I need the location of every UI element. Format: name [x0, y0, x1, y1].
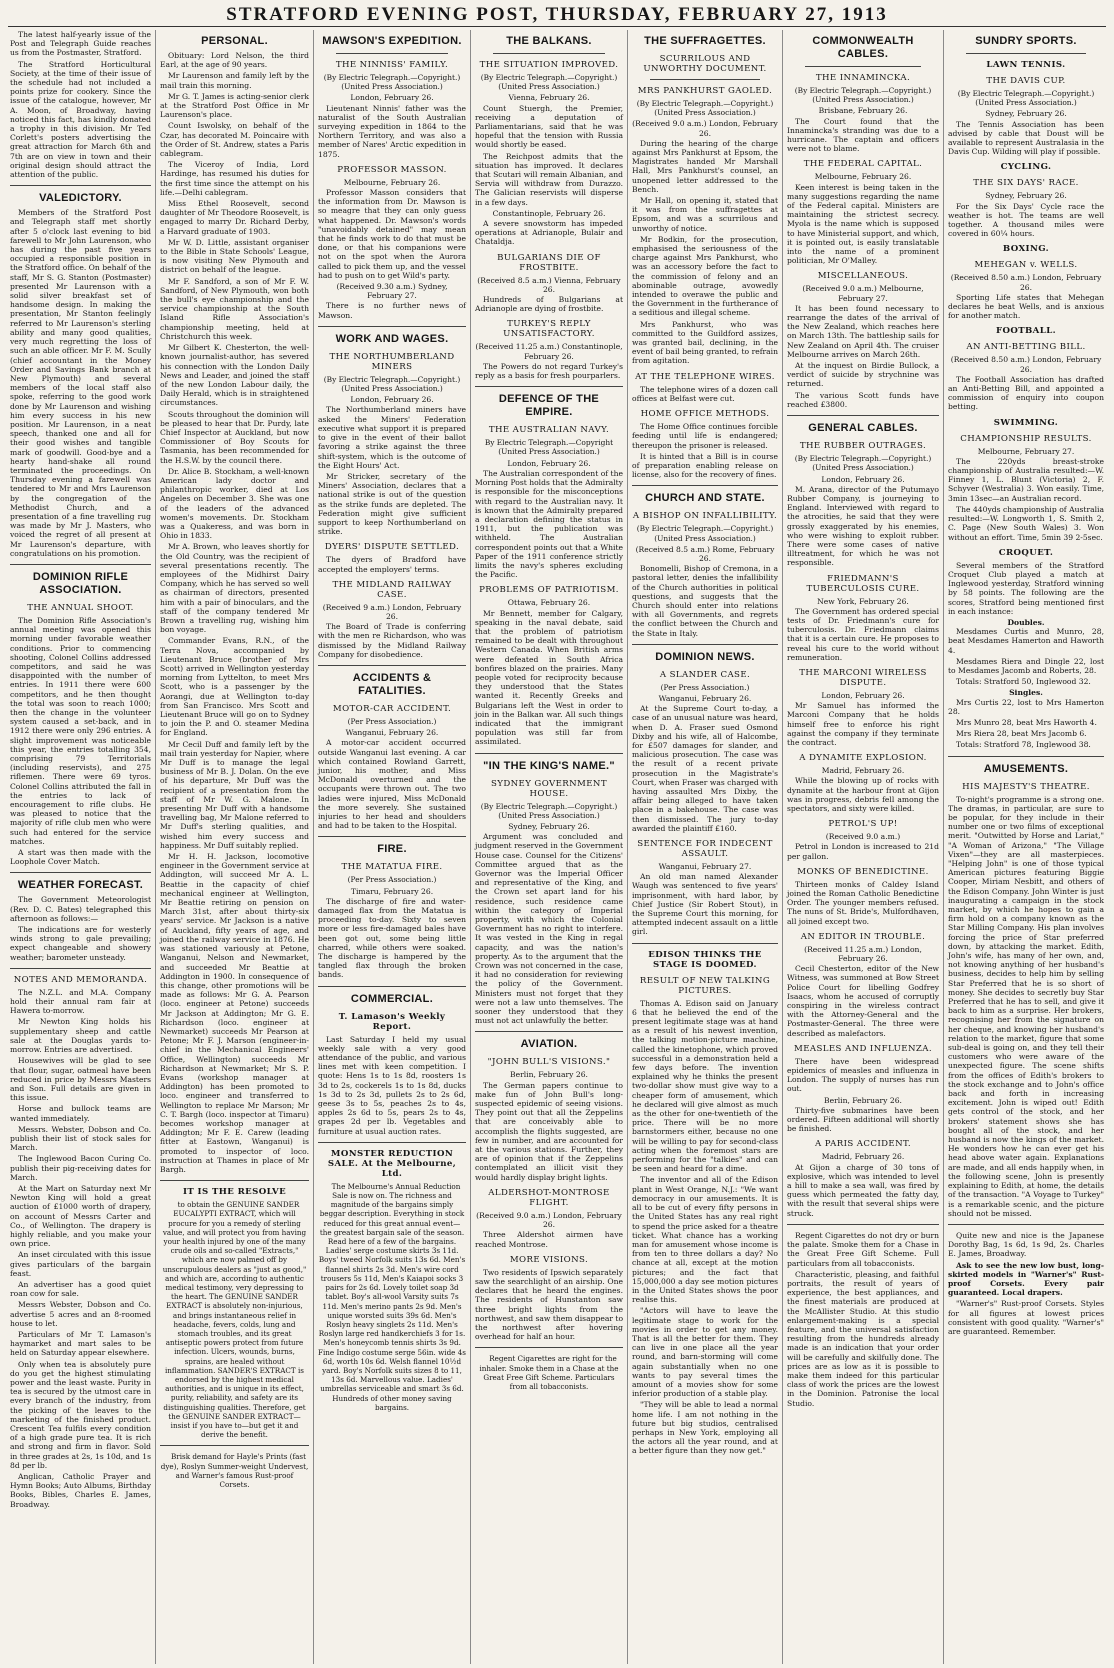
paragraph: The dyers of Bradford have accepted the employers' terms.	[318, 555, 466, 574]
section-heading: COMMONWEALTH CABLES.	[812, 35, 914, 60]
paragraph: At the Supreme Court to-day, a case of an unusual nature was heard, when D. A. Fraser sued Osmond Dixby and his wife, all of Halcombe, for £507 damages for slander, and malicious prosecution. The case was the result of a recent private prosecution in the Magistrate's Court, when Fraser was charged with having assaulted Mrs Dixby, the affair being alleged to have taken place in a bakehouse. The case was then dismissed. The jury to-day awarded the plaintiff £160.	[632, 704, 778, 833]
paragraph: Only when tea is absolutely pure do you get the highest stimulating power and the least waste. Purity in tea is secured by the utmost care in every branch of the industry, from the picking of the leaves to the marketing of the finished product. Crescent Tea fulfils every condition of a high grade pure tea. It is rich and strong and firm in flavor. Sold in three grades at 2s, 1s 10d, and 1s 8d per lb.	[10, 1359, 151, 1470]
paragraph: While the blowing up of rocks with dynamite at the harbour front at Gijon was in progress, debris fell among the spectators, and sixty were killed.	[787, 776, 939, 813]
paragraph: Obituary: Lord Nelson, the third Earl, at the age of 90 years.	[160, 51, 309, 70]
dateline: Sydney, February 26.	[985, 191, 1067, 201]
paragraph: Professor Masson considers that the information from Dr. Mawson is so meagre that they can only guess what happened. Dr. Mawson's words "unavoidably detained" may mean that he finds work to do that must be done, or that his companions were not on the spot when the Aurora called to pick them up, and the vessel had to push on to get Wild's party.	[318, 188, 466, 280]
paragraph: The N.Z.L. and M.A. Company hold their annual ram fair at Hawera to-morrow.	[10, 987, 151, 1016]
divider	[805, 66, 921, 67]
sub-heading: SWIMMING.	[993, 417, 1059, 428]
source-line: (By Electric Telegraph.—Copyright.) (United Press Association.)	[794, 454, 932, 473]
sub-heading: THE MATATUA FIRE.	[341, 862, 443, 873]
sub-heading: AN EDITOR IN TROUBLE.	[800, 931, 926, 942]
paragraph: Mr A. Brown, who leaves shortly for the Old Country, was the recipient of several presentations recently. The employees of the Midhirst Dairy Company, which he has served so well as chairman of directors, presented him with a pair of binoculars, and the staff of the company tendered Mr Brown a travelling rug, wishing him bon voyage.	[160, 542, 309, 635]
column-7	[944, 30, 1108, 1664]
section-heading: MAWSON'S EXPEDITION.	[322, 35, 462, 47]
section-heading: DOMINION NEWS.	[655, 650, 755, 663]
sub-heading: A DYNAMITE EXPLOSION.	[799, 753, 927, 764]
source-line: (By Electric Telegraph.—Copyright.) (United Press Association.)	[480, 801, 618, 820]
sub-heading: PROBLEMS OF PATRIOTISM.	[479, 585, 619, 596]
paragraph: Particulars of Mr T. Lamason's haymarket and mart sales to be held on Saturday appear elsewhere.	[10, 1329, 151, 1358]
sub-heading: THE NINNISS' FAMILY.	[335, 60, 449, 70]
sub-heading: THE ANNUAL SHOOT.	[27, 602, 134, 613]
paragraph: Scouts throughout the dominion will be pleased to hear that Dr. Purdy, late Chief Inspector at Auckland, but now Commissioner of Boy Scouts for Tasmania, has been recommended for the H.S.W. by the council there.	[160, 409, 309, 465]
column-5	[628, 30, 783, 1664]
dateline: (Received 8.5 a.m.) Vienna, February 26.	[477, 275, 621, 294]
paragraph: There is no further news of Mawson.	[318, 301, 466, 320]
paragraph: Mr Gilbert K. Chesterton, the well-known journalist-author, has severed his connection with the London Daily News and Leader, and joined the staff of the new London Labour daily, the Daily Herald, which is in straightened circumstances.	[160, 343, 309, 408]
sub-heading: BOXING.	[1002, 244, 1050, 255]
source-line: (Per Press Association.)	[660, 682, 750, 692]
paragraph: The discharge of fire and water-damaged flax from the Matatua is proceeding to-day. Sixty to seven more or less fire-damaged bales have been got out, some being little charred, while others were soaked. The discharge is hampered by the tangled flax through the broken bands.	[318, 896, 466, 980]
paragraph: The Government has ordered special tests of Dr. Friedmann's cure for tuberculosis. Dr. Friedmann claims that it is a certain cure. He proposes to reveal his cure to the world without remuneration.	[787, 606, 939, 662]
sub-heading: SCURRILOUS AND UNWORTHY DOCUMENT.	[643, 54, 767, 74]
advert-heading: IT IS THE RESOLVE	[182, 1187, 287, 1198]
source-line: (By Electric Telegraph.—Copyright.) (United Press Association.)	[480, 73, 618, 92]
sub-heading: THE FEDERAL CAPITAL.	[803, 159, 923, 170]
dateline: Vienna, February 26.	[508, 93, 590, 103]
source-line: (Per Press Association.)	[347, 875, 437, 885]
dateline: Sydney, February 26.	[508, 821, 590, 831]
dateline: Melbourne, February 26.	[814, 172, 912, 182]
divider	[948, 1224, 1104, 1225]
divider	[966, 53, 1086, 54]
dateline: Brisbane, February 26.	[818, 106, 908, 116]
result-line: Mesdames Riera and Dingle 22, lost to Mesdames Jacomb and Roberts, 28.	[948, 656, 1104, 675]
sub-heading: A BISHOP ON INFALLIBILITY.	[632, 511, 778, 522]
results-label: Doubles.	[1007, 617, 1045, 627]
sub-heading: A PARIS ACCIDENT.	[814, 1139, 912, 1150]
section-heading: CHURCH AND STATE.	[645, 492, 765, 505]
dateline: (Received 11.25 a.m.) Constantinople, February 26.	[475, 342, 623, 361]
section-heading: VALEDICTORY.	[39, 192, 122, 205]
paragraph: Dr. Alice B. Stockham, a well-known American lady doctor and philanthropic worker, died at Los Angeles on December 3. She was one of the leaders of the advanced women's movements. Dr. Stockham was a Quakeress, and was born in Ohio in 1833.	[160, 466, 309, 541]
column-2	[156, 30, 314, 1664]
dateline: (Received 9.30 a.m.) Sydney, February 27.	[336, 282, 448, 301]
paragraph: M. Arana, director of the Putumayo Rubber Company, is journeying to England. Interviewed with regard to the atrocities, he said that they were grossly exaggerated by his enemies, who were wishing to exploit rubber. There were some cases of native illtreatment, for which he was not responsible.	[787, 484, 939, 568]
sub-heading: A SLANDER CASE.	[659, 669, 751, 680]
column-6	[783, 30, 944, 1664]
dateline: Melbourne, February 26.	[343, 177, 441, 187]
sub-heading: FOOTBALL.	[995, 326, 1057, 337]
paragraph: Sporting Life states that Mehegan declares he beat Wells, and is anxious for another match.	[948, 292, 1104, 321]
paragraph: Mr Laurenson and family left by the mail train this morning.	[160, 71, 309, 90]
masthead-rule	[8, 26, 1106, 27]
divider	[10, 872, 151, 873]
paragraph: Mr W. D. Little, assistant organiser to the Bible in State Schools' League, is now visiting New Plymouth and district on behalf of the league.	[160, 237, 309, 275]
divider	[632, 644, 778, 645]
source-line: (Per Press Association.)	[347, 716, 437, 726]
paragraph: An old man named Alexander Waugh was sentenced to five years' imprisonment, with hard labor, by Chief Justice (Sir Robert Stout), in the Supreme Court this morning, for attempted indecent assault on a little girl.	[632, 872, 778, 937]
advert-text: The Melbourne's Annual Reduction Sale is now on. The richness and magnitude of the bargains simply beggar description. Everything in stock reduced for this great annual event—the greatest bargain sale of the season. Read here of a few of the bargains. Ladies' serge costume skirts 3s 11d. Boys' tweed Norfolk suits 13s 6d. Men's flannel shirts 2s 3d. Men's wire cord trousers 5s 11d, Men's Kaiapoi socks 3 pairs for 2s 6d. Lovely toilet soap 3d tablet. Boy's all-wool Varsity suits 7s 11d. Men's merino pants 2s 9d. Men's unique worsted suits 39s 6d. Men's Roslyn heavy singlets 2s 11d. Men's Roslyn large red handkerchiefs 3 for 1s. Men's honeycomb tennis shirts 3s 9d. Fine Indigo costume serge 56in. wide 4s 6d, worth 10s 6d. Welsh flannel 10½d yard. Boy's Norfolk suits sizes 8 to 11, 13s 6d. Marvellous value. Ladies' umbrellas serviceable and smart 3s 6d. Hundreds of other money saving bargains.	[318, 1181, 466, 1412]
paragraph: The Football Association has drafted an Anti-Betting Bill, and appointed a commission of enquiry into coupon betting.	[948, 374, 1104, 412]
column-1	[6, 30, 156, 1664]
sub-heading: DYERS' DISPUTE SETTLED.	[324, 542, 460, 553]
paragraph: There have been widespread epidemics of measles and influenza in London. The supply of nurses has run out.	[787, 1056, 939, 1094]
dateline: Wanganui, February 26.	[658, 693, 752, 703]
dateline: Timaru, February 26.	[350, 886, 434, 896]
advert-text: Regent Cigarettes are right for the inhaler. Smoke them in a Chase at the Great Free Gift Scheme. Particulars from all tobacconists.	[479, 1354, 619, 1391]
paragraph: Two residents of Ipswich separately saw the searchlight of an airship. One declares that he heard the engines. The residents of Hunstanton saw three bright lights from the northwest, and saw them disappear to the northwest after hovering overhead for half an hour.	[475, 1267, 624, 1342]
sub-heading: HOME OFFICE METHODS.	[640, 409, 770, 420]
sub-heading: MONKS OF BENEDICTINE.	[797, 866, 929, 877]
sub-heading: LAWN TENNIS.	[986, 60, 1066, 70]
dateline: (Received 9.0 a.m.) London, February 26.	[632, 119, 778, 138]
advert-text: "Warner's" Rust-proof Corsets. Styles for all figures at lowest prices consistent with good quality. "Warner's" are guaranteed. Remember.	[948, 1299, 1104, 1336]
dateline: Constantinople, February 26.	[492, 208, 606, 218]
result-line: Totals: Stratford 50, Inglewood 32.	[956, 677, 1091, 687]
section-heading: FIRE.	[377, 843, 407, 856]
sub-heading: CROQUET.	[998, 547, 1054, 558]
paragraph: Thomas A. Edison said on January 6 that he believed the end of the present legitimate stage was at hand as a result of his newest invention, the talking motion-picture machine, called the kinetophone, which proved successful in a demonstration held a few days before. The invention explained why he thinks the present two-dollar show must give way to a cheaper form of amusement, which he declared will give almost as much as the other for one-twentieth of the price. There will be no more barnstormers either, because no one will be willing to pay for second-class acting when the foremost stars are performing for the "talkies" and can be seen and heard for a dime.	[632, 998, 778, 1174]
sub-heading: MEHEGAN v. WELLS.	[974, 260, 1078, 271]
paragraph: Anglican, Catholic Prayer and Hymn Books; Auto Albums, Birthday Books, Bibles, Charles E. James, Broadway.	[10, 1472, 151, 1509]
column-3	[314, 30, 471, 1664]
paragraph: The Court found that the Innamincka's stranding was due to a hurricane. The captain and officers were not to blame.	[787, 116, 939, 154]
paragraph: Mrs Pankhurst, who was committed to the Guildford assizes, was granted bail, declining, in the event of bail being granted, to refrain from agitation.	[632, 319, 778, 366]
paragraph: Mr Newton King holds his supplementary sheep and cattle sale at the Douglas yards to-morrow. Entries are advertised.	[10, 1017, 151, 1055]
divider	[336, 53, 448, 54]
paragraph: Mr Samuel has informed the Marconi Company that he holds himself free to enforce his right against the company if they terminate the contract.	[787, 701, 939, 747]
sub-heading: THE AUSTRALIAN NAVY.	[488, 425, 610, 436]
paragraph: Mr Cecil Duff and family left by the mail train yesterday for Napier, where Mr Duff is to manage the legal business of Mr B. J. Dolan. On the eve of his departure, Mr Duff was the recipient of a presentation from the staff of Mr W. G. Malone. In presenting Mr Duff with a handsome travelling bag, Mr Malone referred to Mr Duff's sterling qualities, and wished him every success and happiness. Mr Duff suitably replied.	[160, 739, 309, 850]
source-line: (By Electric Telegraph.—Copyright.) (United Press Association.)	[323, 73, 461, 92]
paragraph: The Tennis Association has been advised by cable that Doust will be available to represent Australasia in the Davis Cup. Wilding will play if possible.	[948, 119, 1104, 157]
source-line: By Electric Telegraph.—Copyright (United Press Association.)	[484, 438, 614, 457]
divider	[318, 1142, 466, 1143]
paragraph: Mr Stricker, secretary of the Miners' Association, declares that a national strike is out of the question as the strike funds are depleted. The Federation might give sufficient support to keep Northumberland on strike.	[318, 471, 466, 537]
paragraph: Mr F. Sandford, a son of Mr F. W. Sandford, of New Plymouth, won both the bull's eye championship and the service championship at the South Island Rifle Association's championship meeting, held at Christchurch this week.	[160, 276, 309, 341]
paragraph: To-night's programme is a strong one. The dramas, in particular, are sure to be popular, for they include in their number one or two films of exceptional merit. "Outwitted by Horse and Lariat," "A Woman of Arizona," "The Village Vixen"—they are all masterpieces. "Helping John" is one of those typical American pictures featuring Biggie Cooper, Miriam Nesbitt, and others of the Edison Company. John Winter is just inaugurating a campaign in the stock market, by which he hopes to gain a firm hold on a company known as the Star Milling Company. His plan involves forcing the price of Star preferred down, by attacking the market. Edith, John's wife, has many of her own, and, not knowing anything of her husband's business, decides to help him by selling Star Preferred that he is so short of money. She decides to secretly buy Star Preferred that he has to sell, and give it back to him as a surprise. Her brokers, recognising her from the signature on her cheque, and knowing her husband's relation to the market, figure that some sub-deal is going on, and they tell their customers who were aware of the unexpected figure. The scene shifts from the offices of Edith's brokers to the stock exchange and to John's office back and forth in increasing excitement. John is wiped out! Edith gets control of the stock, and her brokers' statement shows she has bought all of the stock, and her husband is now the kings of the market. He wonders how he can ever get his head above water again. Explanations are made, and all ends happily when, in the following scene, John is presently explaining to Edith, at home, the details of the transaction. "A Voyage to Turkey" is a remarkable scenic, and the picture should not be missed.	[948, 794, 1104, 1218]
section-heading: AMUSEMENTS.	[983, 762, 1069, 775]
page-columns	[6, 30, 1108, 1664]
paragraph: Mr Bodkin, for the prosecution, emphasised the seriousness of the charge against Mrs Pankhurst, who was an accessory before the fact to the commission of felony and an abominable outrage, avowedly intended to overawe the public and the Government in the furtherance of a seditious and illegal scheme.	[632, 234, 778, 318]
divider	[10, 185, 151, 186]
paragraph: The Government Meteorologist (Rev. D. C. Bates) telegraphed this afternoon as follows:—	[10, 895, 151, 923]
paragraph: The telephone wires of a dozen call offices at Belfast were cut.	[632, 384, 778, 403]
dateline: London, February 26.	[507, 458, 591, 468]
dateline: London, February 26.	[821, 690, 905, 700]
sub-heading: MRS PANKHURST GAOLED.	[637, 86, 773, 96]
paragraph: It has been found necessary to rearrange the dates of the arrival of the New Zealand, which reaches here on March 13th. The battleship sails for New Zealand on April 4th. The cruiser Melbourne arrives on March 26th.	[787, 303, 939, 359]
divider	[475, 386, 623, 387]
source-line: (By Electric Telegraph.—Copyright.) (United Press Association.)	[794, 86, 932, 105]
section-heading: COMMERCIAL.	[350, 992, 434, 1005]
paragraph: A motor-car accident occurred outside Wanganui last evening. A car which contained Rowland Garrett, junior, his mother, and Miss McDonald overturned and the occupants were thrown out. The two ladies were injured, Miss McDonald the more severely. She sustained injuries to her head and shoulders and had to be taken to the Hospital.	[318, 738, 466, 831]
paragraph: Lieutenant Ninnis' father was the naturalist of the South Australian surveying expedition in 1864 to the Northern Territory, and was also a member of Nares' Arctic expedition in 1875.	[318, 103, 466, 159]
paragraph: It is hinted that a Bill is in course of preparation enabling release on license, also for the recovery of fines.	[632, 451, 778, 480]
advert-text: Brisk demand for Hayle's Prints (fast dye), Roslyn Summer-weight Undervest, and Warner's famous Rust-proof Corsets.	[160, 1452, 309, 1490]
paragraph: Commander Evans, R.N., of the Terra Nova, accompanied by Lieutenant Bruce (brother of Mrs Scott) arrived in Wellington yesterday morning from Lyttelton, to meet Mrs Scott, who is a passenger by the Aorangi, due at Wellington to-day from San Francisco. Mrs Scott and Lieutenant Bruce will go on to Sydney to join the P. and O. steamer Medina for England.	[160, 636, 309, 738]
dateline: Berlin, February 26.	[510, 1070, 588, 1080]
dateline: (Received 9.0 a.m.) London, February 26.	[476, 1210, 622, 1230]
sub-heading: SYDNEY GOVERNMENT HOUSE.	[490, 778, 607, 799]
advert-text: to obtain the GENUINE SANDER EUCALYPTI EXTRACT, which will procure for you a remedy of sterling value, and will protect you from having your health injured by one of the many crude oils and so-called "Extracts," which are now palmed off by unscrupulous dealers as "just as good," and which are, according to authentic medical testimony, very depressing to the heart. The GENUINE SANDER EXTRACT is absolutely non-injurious, and brings instantaneous relief in headache, fevers, colds, lung and stomach troubles, and its great antiseptic powers protect from future infection. Ulcers, wounds, burns, sprains, are healed without inflammation. SANDER'S EXTRACT is endorsed by the highest medical authorities, and is unique in its effect, purity, reliability, and safety are its distinguishing qualities. Therefore, get the GENUINE SANDER EXTRACT—insist if you have to—but get it and derive the benefit.	[162, 1200, 307, 1440]
divider	[318, 326, 466, 327]
section-heading: AVIATION.	[520, 1038, 578, 1051]
results-label: Singles.	[1009, 688, 1043, 698]
paragraph: At the Mart on Saturday next Mr Newton King will hold a great auction of £1000 worth of drapery, on account of Messrs Carter and Co., of Wellington. The drapery is highly reliable, and you make your own price.	[10, 1183, 151, 1249]
sub-heading: CYCLING.	[1000, 162, 1052, 173]
divider	[787, 415, 939, 416]
sub-heading: BULGARIANS DIE OF FROSTBITE.	[497, 252, 601, 273]
divider	[160, 1180, 309, 1181]
section-heading: DEFENCE OF THE EMPIRE.	[498, 393, 600, 419]
source-line: (By Electric Telegraph.—Copyright.) (United Press Association.)	[636, 99, 774, 118]
paragraph: The Home Office continues forcible feeding until life is endangered; thereupon the prisoner is released.	[632, 422, 778, 450]
paragraph: The Inglewood Bacon Curing Co. publish their pig-receiving dates for March.	[10, 1154, 151, 1182]
sub-heading: T. Lamason's Weekly Report.	[338, 1011, 446, 1032]
paragraph: The various Scott funds have reached £3800.	[787, 390, 939, 409]
sub-heading: THE MARCONI WIRELESS DISPUTE.	[799, 667, 927, 688]
sub-heading: HIS MAJESTY'S THEATRE.	[962, 781, 1090, 792]
paragraph: The German papers continue to make fun of John Bull's long-suspected epidemic of seeing visions. They point out that all the Zeppelins that are conceivably able to accomplish the flights suggested, are few in number, and are accounted for at the various stations. Further, they are of opinion that if the Zeppelins contemplated an illicit visit they would hardly display bright lights.	[475, 1080, 623, 1182]
paragraph: The latest half-yearly issue of the Post and Telegraph Guide reaches us from the Postmaster, Stratford.	[10, 30, 151, 58]
paragraph: Petrol in London is increased to 21d per gallon.	[787, 842, 939, 861]
advert-text: Regent Cigarettes do not dry or burn the palate. Smoke them for a Chase in the Great Free Gift Scheme. Full particulars from all tobacconists.	[787, 1230, 939, 1268]
divider	[10, 968, 151, 969]
section-heading: DOMINION RIFLE ASSOCIATION.	[32, 570, 129, 596]
sub-heading: TURKEY'S REPLY UNSATISFACTORY.	[503, 319, 595, 340]
paragraph: A start was then made with the Loophole Cover Match.	[10, 848, 151, 867]
divider	[650, 79, 760, 80]
sub-heading: THE SITUATION IMPROVED.	[479, 60, 619, 70]
divider	[787, 1224, 939, 1225]
paragraph: The Reichpost admits that the situation has improved. It declares that Scutari will remain Albanian, and Servia will withdraw from Durazzo. The Galician reservists will disperse in a few days.	[475, 151, 623, 207]
sub-heading: "JOHN BULL'S VISIONS."	[487, 1057, 611, 1068]
column-4	[471, 30, 628, 1664]
paragraph: The inventor and all of the Edison plant in West Orange, N.J.: "We want democracy in our amusements. It is all to be cut of every fifty persons in the United States has any real right to spend the price asked for a theatre ticket. What chance has a working man for amusement whose income is from ten to three dollars a day? No chance at all, except at the motion pictures; and the fact that 15,000,000 a day see motion pictures in the United States shows the poor realise this.	[632, 1175, 778, 1305]
dateline: (Received 9.0 a.m.)	[825, 832, 901, 842]
divider	[318, 836, 466, 837]
advert-text: Characteristic, pleasing, and faithful portraits, the result of years of experience, the best appliances, and the finest materials are produced at the McAllister Studio. At this studio enlargement-making is a special feature, and the universal satisfaction resulting from the hundreds already made is an indication that your order will be carefully and skilfully done. The prices are as low as it is possible to make them indeed for this particular class of work the prices are the lowest in the Dominion. Patronise the local Studio.	[787, 1269, 939, 1408]
section-heading: WEATHER FORECAST.	[17, 879, 144, 892]
divider	[475, 753, 623, 754]
sub-heading: THE RUBBER OUTRAGES.	[799, 441, 927, 452]
paragraph: The Powers do not regard Turkey's reply as a basis for fresh pourparlers.	[475, 361, 623, 381]
paragraph: Mr Hall, on opening it, stated that it was from the suffragettes at Epsom, and was a scurrilous and unworthy of notice.	[632, 196, 778, 233]
paragraph: Last Saturday I held my usual weekly sale with a very good attendance of the public, and various lines met with keen competition. I quote: Hens 1s to 1s 8d, roosters 1s 3d to 2s, cockerels 1s to 1s 8d, ducks 1s 3d to 2s 3d, pullets 2s to 2s 6d, geese 3s to 5s, peaches 2s to 4s, apples 2s 6d to 5s, pears 2s to 4s, grapes 2d per lb. Vegetables and furniture at usual auction rates.	[318, 1034, 466, 1136]
paragraph: A severe snowstorm has impeded operations at Adrianople, Bulair and Chataldja.	[475, 219, 623, 247]
paragraph: The Stratford Horticultural Society, at the time of their issue of the schedule had not included a points prize for cookery. Since the issue of the catalogue, however, Mr A. Moon, of Broadway, having noticed this fact, has kindly donated a trophy in this division. Mr Ted Corlett's posters advertising the great attraction for March 6th and 7th are on view in town and their original design should attract the attention of the public.	[10, 59, 151, 180]
sub-heading: AN ANTI-BETTING BILL.	[966, 342, 1086, 353]
sub-heading: MORE VISIONS.	[509, 1254, 589, 1265]
dateline: (Received 9 a.m.) London, February 26.	[322, 602, 462, 621]
advert-text: Quite new and nice is the Japanese Dorothy Bag, 1s 6d, 1s 9d, 2s. Charles E. James, Broadway.	[948, 1230, 1104, 1259]
dateline: Berlin, February 26.	[824, 1095, 902, 1105]
source-line: (By Electric Telegraph.—Copyright.) (United Press Association.)	[957, 89, 1095, 108]
sub-heading: MOTOR-CAR ACCIDENT.	[332, 703, 452, 714]
divider	[632, 943, 778, 944]
divider	[632, 485, 778, 486]
paragraph: The Board of Trade is conferring with the men re Richardson, who was dismissed by the Midland Railway Company for disobedience.	[318, 622, 466, 659]
paragraph: Mr H. H. Jackson, locomotive engineer in the Government service at Addington, will succeed Mr A. L. Beattie in the capacity of chief mechanical engineer at Wellington, Mr Beattie retiring on pension on March 31st, after about thirty-six years' service. Mr Jackson is a native of Auckland, fifty years of age, and joined the railway service in 1876. He was stationed variously at Petone, Wanganui, Nelson and Newmarket, and succeeded Mr Beattie at Addington in 1900. In consequence of this change, other promotions will be made as follows: Mr G. A. Pearson (loco. engineer at Petone) succeeds Mr Jackson at Addington; Mr G. E. Richardson (loco. engineer at Newmarket) succeeds Mr Pearson at Petone; Mr F. J. Marson (engineer-in-chief in the Mechanical Engineers' Office, Wellington) succeeds Mr Richardson at Newmarket; Mr S. P. Evans (workshop manager at Addington) has been promoted to loco. engineer and transferred to Wellington to replace Mr Marson; Mr C. T. Bargh (loco. inspector at Timaru) becomes workshop manager at Addington; Mr F. E. Carew (leading fitter at Eastown, Wanganui) is promoted to inspector of loco. instruction at Thames in place of Mr Bargh.	[160, 852, 309, 1174]
sub-heading: MEASLES AND INFLUENZA.	[794, 1043, 932, 1054]
section-heading: PERSONAL.	[201, 35, 268, 47]
advert-heading: MONSTER REDUCTION SALE. At the Melbourne, Ltd.	[327, 1148, 457, 1179]
sub-heading: ALDERSHOT-MONTROSE FLIGHT.	[488, 1187, 610, 1208]
paragraph: Three Aldershot airmen have reached Montrose.	[475, 1230, 623, 1249]
paragraph: Count Iswolsky, on behalf of the Czar, has decorated M. Poincaire with the Order of St. Andrew, states a Paris cablegram.	[160, 121, 309, 159]
paragraph: Count Stuergh, the Premier, receiving a deputation of Parliamentarians, said that he was hopeful that the tension with Russia would shortly be eased.	[475, 103, 623, 150]
sub-heading: PROFESSOR MASSON.	[337, 164, 447, 175]
advert-text: Ask to see the new low bust, long-skirted models in "Warner's" Rust-proof Corsets. Every pair guaranteed. Local drapers.	[948, 1260, 1104, 1298]
paragraph: During the hearing of the charge against Mrs Pankhurst at Epsom, the Magistrates handed Mr Marshall Hall, Mrs Pankhurst's counsel, an unopened letter addressed to the Bench.	[632, 138, 778, 194]
sub-heading: THE SIX DAYS' RACE.	[973, 178, 1079, 189]
paragraph: "They will be able to lead a normal home life. I am not nothing in the future but big studios, centralised perhaps in New York, employing all the actors all the year round, and at a better figure than they now get."	[632, 1400, 778, 1456]
dateline: Sydney, February 26.	[985, 109, 1067, 119]
dateline: London, February 26.	[350, 93, 434, 103]
dateline: London, February 26.	[350, 395, 434, 405]
paragraph: At Gijon a charge of 30 tons of explosive, which was intended to level a hill to make a sea wall, was fired by guess which permeated the fatty day, with the result that several ships were struck.	[787, 1162, 939, 1218]
divider	[318, 665, 466, 666]
sub-heading: THE INNAMINCKA.	[815, 73, 911, 83]
dateline: Madrid, February 26.	[821, 1152, 905, 1162]
paragraph: Messrs Webster, Dobson and Co. advertise 5 acres and an 8-roomed house to let.	[10, 1300, 151, 1328]
dateline: Ottawa, February 26.	[507, 598, 591, 608]
paragraph: Thirteen monks of Caldey Island joined the Roman Catholic Benedictine Order. The younger members refused. The nuns of St. Bride's, Mulfordhaven, all joined except two.	[787, 879, 939, 926]
result-line: Mrs Riera 28, beat Mrs Jacomb 6.	[956, 729, 1087, 739]
paragraph: The 220yds breast-stroke championship of Australia resulted:—W. Finney 1, L. Blunt (Victoria) 2, F. Schyver (Westralia) 3. Won easily. Time, 3min 13sec—an Australian record.	[948, 456, 1104, 503]
paragraph: Horse and bullock teams are wanted immediately.	[10, 1104, 151, 1123]
section-heading: SUNDRY SPORTS.	[975, 35, 1077, 47]
section-heading: ACCIDENTS & FATALITIES.	[352, 671, 432, 697]
sub-heading: CHAMPIONSHIP RESULTS.	[960, 433, 1092, 444]
source-line: (By Electric Telegraph.—Copyright.) (United Press Association.)	[636, 524, 774, 543]
paragraph: For the Six Days' Cycle race the weather is hot. The teams are well together. A thousand miles were covered in 60¼ hours.	[948, 201, 1104, 239]
section-heading: WORK AND WAGES.	[335, 332, 449, 345]
dateline: (Received 9.0 a.m.) Melbourne, February 27.	[802, 284, 924, 303]
divider	[318, 986, 466, 987]
paragraph: An inset circulated with this issue gives particulars of the bargain feast.	[10, 1250, 151, 1278]
divider	[10, 564, 151, 565]
paragraph: "Actors will have to leave the legitimate stage to work for the movies in order to get any money. That is all the better for them. They can live in one place all the year round, and barn-storming will come again substantially when no one wants to pay several times the amount of a movies show for some inferior production of a stable play.	[632, 1306, 778, 1399]
sub-heading: MISCELLANEOUS.	[817, 271, 909, 282]
paragraph: Housewives will be glad to see that flour, sugar, oatmeal have been reduced in price by Messrs Masters and Son. Full details are given in this issue.	[10, 1056, 151, 1103]
dateline: (Received 8.50 a.m.) London, February 26.	[950, 355, 1102, 374]
paragraph: Messrs. Webster, Dobson and Co. publish their list of stock sales for March.	[10, 1124, 151, 1153]
paragraph: The 440yds championship of Australia resulted:—W. Longworth 1, S. Smith 2, C. Page (New South Wales) 3. Won without an effort. Time, 5min 39 2-5sec.	[948, 504, 1104, 542]
section-heading: "IN THE KING'S NAME."	[483, 759, 615, 772]
sub-heading: AT THE TELEPHONE WIRES.	[635, 371, 775, 382]
dateline: Melbourne, February 27.	[977, 446, 1075, 456]
paragraph: Hundreds of Bulgarians at Adrianople are dying of frostbite.	[475, 295, 623, 314]
section-heading: GENERAL CABLES.	[808, 422, 918, 435]
result-line: Mrs Curtis 22, lost to Mrs Hamerton 28.	[948, 697, 1104, 716]
paragraph: Miss Ethel Roosevelt, second daughter of Mr Theodore Roosevelt, is engaged to marry Dr. Richard Derby, a Harvard graduate of 1903.	[160, 199, 309, 236]
dateline: Wanganui, February 26.	[345, 728, 439, 738]
dateline: (Received 8.5 a.m.) Rome, February 26.	[635, 544, 775, 563]
section-heading: THE SUFFRAGETTES.	[644, 35, 766, 47]
paragraph: At the inquest on Birdie Bullock, a verdict of suicide by strychnine was returned.	[787, 361, 939, 389]
dateline: New York, February 26.	[817, 596, 909, 606]
paragraph: An advertiser has a good quiet roan cow for sale.	[10, 1279, 151, 1299]
source-line: (By Electric Telegraph.—Copyright.) (United Press Association.)	[323, 374, 461, 394]
masthead: STRATFORD EVENING POST, THURSDAY, FEBRUARY 27, 1913	[226, 4, 888, 25]
divider	[475, 1347, 623, 1348]
dateline: London, February 26.	[821, 474, 905, 484]
sub-heading: THE NORTHUMBERLAND MINERS	[329, 351, 455, 372]
sub-heading: PETROL'S UP!	[828, 819, 898, 830]
result-line: Mrs Munro 28, beat Mrs Haworth 4.	[956, 717, 1097, 727]
paragraph: The Australian correspondent of the Morning Post holds that the Admiralty is responsible for the misconceptions with regard to the Australian navy. It is known that the Admiralty prepared a declaration defining the status in 1911, but the publication was withheld. The Australian correspondent points out that a White Paper of the 1911 conference strictly limits the navy's spheres excluding the Pacific.	[475, 468, 623, 580]
sub-heading: NOTES AND MEMORANDA.	[13, 974, 148, 985]
dateline: (Received 8.50 a.m.) London, February 26.	[950, 273, 1102, 292]
result-line: Totals: Stratford 78, Inglewood 38.	[956, 740, 1091, 750]
dateline: Wanganui, February 27.	[658, 862, 752, 871]
paragraph: Bonomelli, Bishop of Cremona, in a pastoral letter, denies the infallibility of the Church authorities in political questions, and suggests that the Church should enter into relations with all Governments, and regrets the conflict between the Church and the State in Italy.	[632, 564, 778, 638]
paragraph: Thirty-five submarines have been ordered. Fifteen additional will shortly be finished.	[787, 1105, 939, 1134]
divider	[948, 756, 1104, 757]
paragraph: Keen interest is being taken in the many suggestions regarding the name of the Federal capital. Ministers are maintaining the strictest secrecy. Myola is the name which is supposed to have Ministerial support, and which, it is pointed out, is easily translatable into the name of a prominent politician, Mr O'Malley.	[787, 182, 939, 266]
sub-heading: FRIEDMANN'S TUBERCULOSIS CURE.	[806, 573, 920, 594]
sub-heading: EDISON THINKS THE STAGE IS DOOMED.	[648, 949, 762, 970]
divider	[493, 53, 605, 54]
paragraph: Members of the Stratford Post and Telegraph staff met shortly after 5 o'clock last evening to bid farewell to Mr John Laurenson, who has during the past five years occupied a responsible position in the Stratford office. On behalf of the staff, Mr S. G. Stanton (Postmaster) presented Mr Laurenson with a solid silver breakfast set of handsome design. In making the presentation, Mr Stanton feelingly referred to Mr Laurenson's sterling ability and many good qualities, very much regretting the loss of such an able officer. Mr F. M. Scully (chief accountant in the Money Order and Savings Bank branch at New Plymouth) and several members of the local staff also spoke, referring to the good work done by Mr Laurenson and wishing him every success in his new position. Mr Laurenson, in a neat speech, thanked one and all for their good wishes and tangible mark of goodwill. Good-bye and a hearty hand-shake all round terminated the proceedings. On Thursday evening a farewell was tendered to Mr and Mrs Laurenson by the congregation of the Methodist Church, and a presentation of a fine travelling rug was made by Mr J. Masters, who voiced the regret of all present at Mr Laurenson's departure, with congratulations on his promotion.	[10, 208, 151, 558]
paragraph: Mr G. T. James is acting-senior clerk at the Stratford Post Office in Mr Laurenson's place.	[160, 91, 309, 120]
paragraph: Several members of the Stratford Croquet Club played a match at Inglewood yesterday, Stratford winning by 58 points. The following are the scores, Stratford being mentioned first in each instance:	[948, 560, 1104, 616]
section-heading: THE BALKANS.	[506, 35, 592, 47]
sub-heading: THE DAVIS CUP.	[986, 76, 1066, 86]
dateline: (Received 11.25 a.m.) London, February 26.	[804, 944, 922, 964]
divider	[160, 1445, 309, 1446]
paragraph: The Dominion Rifle Association's annual meeting was opened this morning under favorable weather conditions. Prior to commencing shooting, Colonel Collins addressed competitors, and said he was disappointed with the number of entries. In 1911 there were 600 competitors, and he then thought the total was soon to reach 1000; then the change in the volunteer system caused a set-back, and in 1912 there were only 296 entries. A slight improvement was noticeable this year, the entries totalling 354, comprising 79 Territorials (including reservists), and 275 riflemen. There were 69 tyros. Colonel Collins attributed the fall in the entries to lack of encouragement to rifle clubs. He was pleased to notice that the majority of rifle club men who were such had entered for the service matches.	[10, 615, 151, 846]
divider	[475, 1031, 623, 1032]
sub-heading: RESULT OF NEW TALKING PICTURES.	[639, 975, 771, 996]
paragraph: Cecil Chesterton, editor of the New Witness, was summoned at Bow Street Police Court for libelling Godfrey Isaacs, whom he accused of corruptly conspiring in the wireless contract with the Attorney-General and the Postmaster-General. The three were described as malefactors.	[787, 964, 939, 1038]
paragraph: Mr Bennett, member for Calgary, speaking in the naval debate, said that the problem of patriotism remained to be dealt with throughout Western Canada. When British arms were defeated in South Africa bonfires blazed on the prairies. Many people voted for reciprocity because they understood that the States wanted it. Recently Greeks and Bulgarians left the West in order to join in the Balkan war. All such things indicated that the immigrant population was still far from assimilated.	[475, 608, 623, 747]
paragraph: The Northumberland miners have asked the Miners' Federation executive what support it is prepared to give in the event of their ballot favoring a strike against the three shift-system, which is the outcome of the Eight Hours' Act.	[318, 405, 466, 470]
sub-heading: SENTENCE FOR INDECENT ASSAULT.	[637, 839, 773, 859]
paragraph: The Viceroy of India, Lord Hardinge, has resumed his duties for the first time since the attempt on his life.—Delhi cablegram.	[160, 160, 309, 197]
result-line: Mesdames Curtis and Munro, 28, beat Mesdames Hamerton and Haworth 4.	[948, 627, 1104, 655]
paragraph: The indications are for westerly winds strong to gale prevailing; expect changeable and showery weather; barometer unsteady.	[10, 925, 151, 962]
sub-heading: THE MIDLAND RAILWAY CASE.	[332, 579, 452, 600]
dateline: Madrid, February 26.	[821, 766, 905, 776]
paragraph: Argument was concluded and judgment reserved in the Government House case. Counsel for the Citizens' Committee argued that as the Governor was the Imperial Officer and representative of the King, and the Crown set apart land for his residence, such residence came within the category of Imperial property, with which the Colonial Government has no right to interfere. It was vested in the King in regal capacity, and was the nation's property. As to the argument that the Crown was not concerned in the case, it had no consideration for reviewing the policy of the Government. Ministers must not forget that they were not a law unto themselves. The sooner they understood that they must not act unlawfully the better.	[475, 832, 623, 1026]
